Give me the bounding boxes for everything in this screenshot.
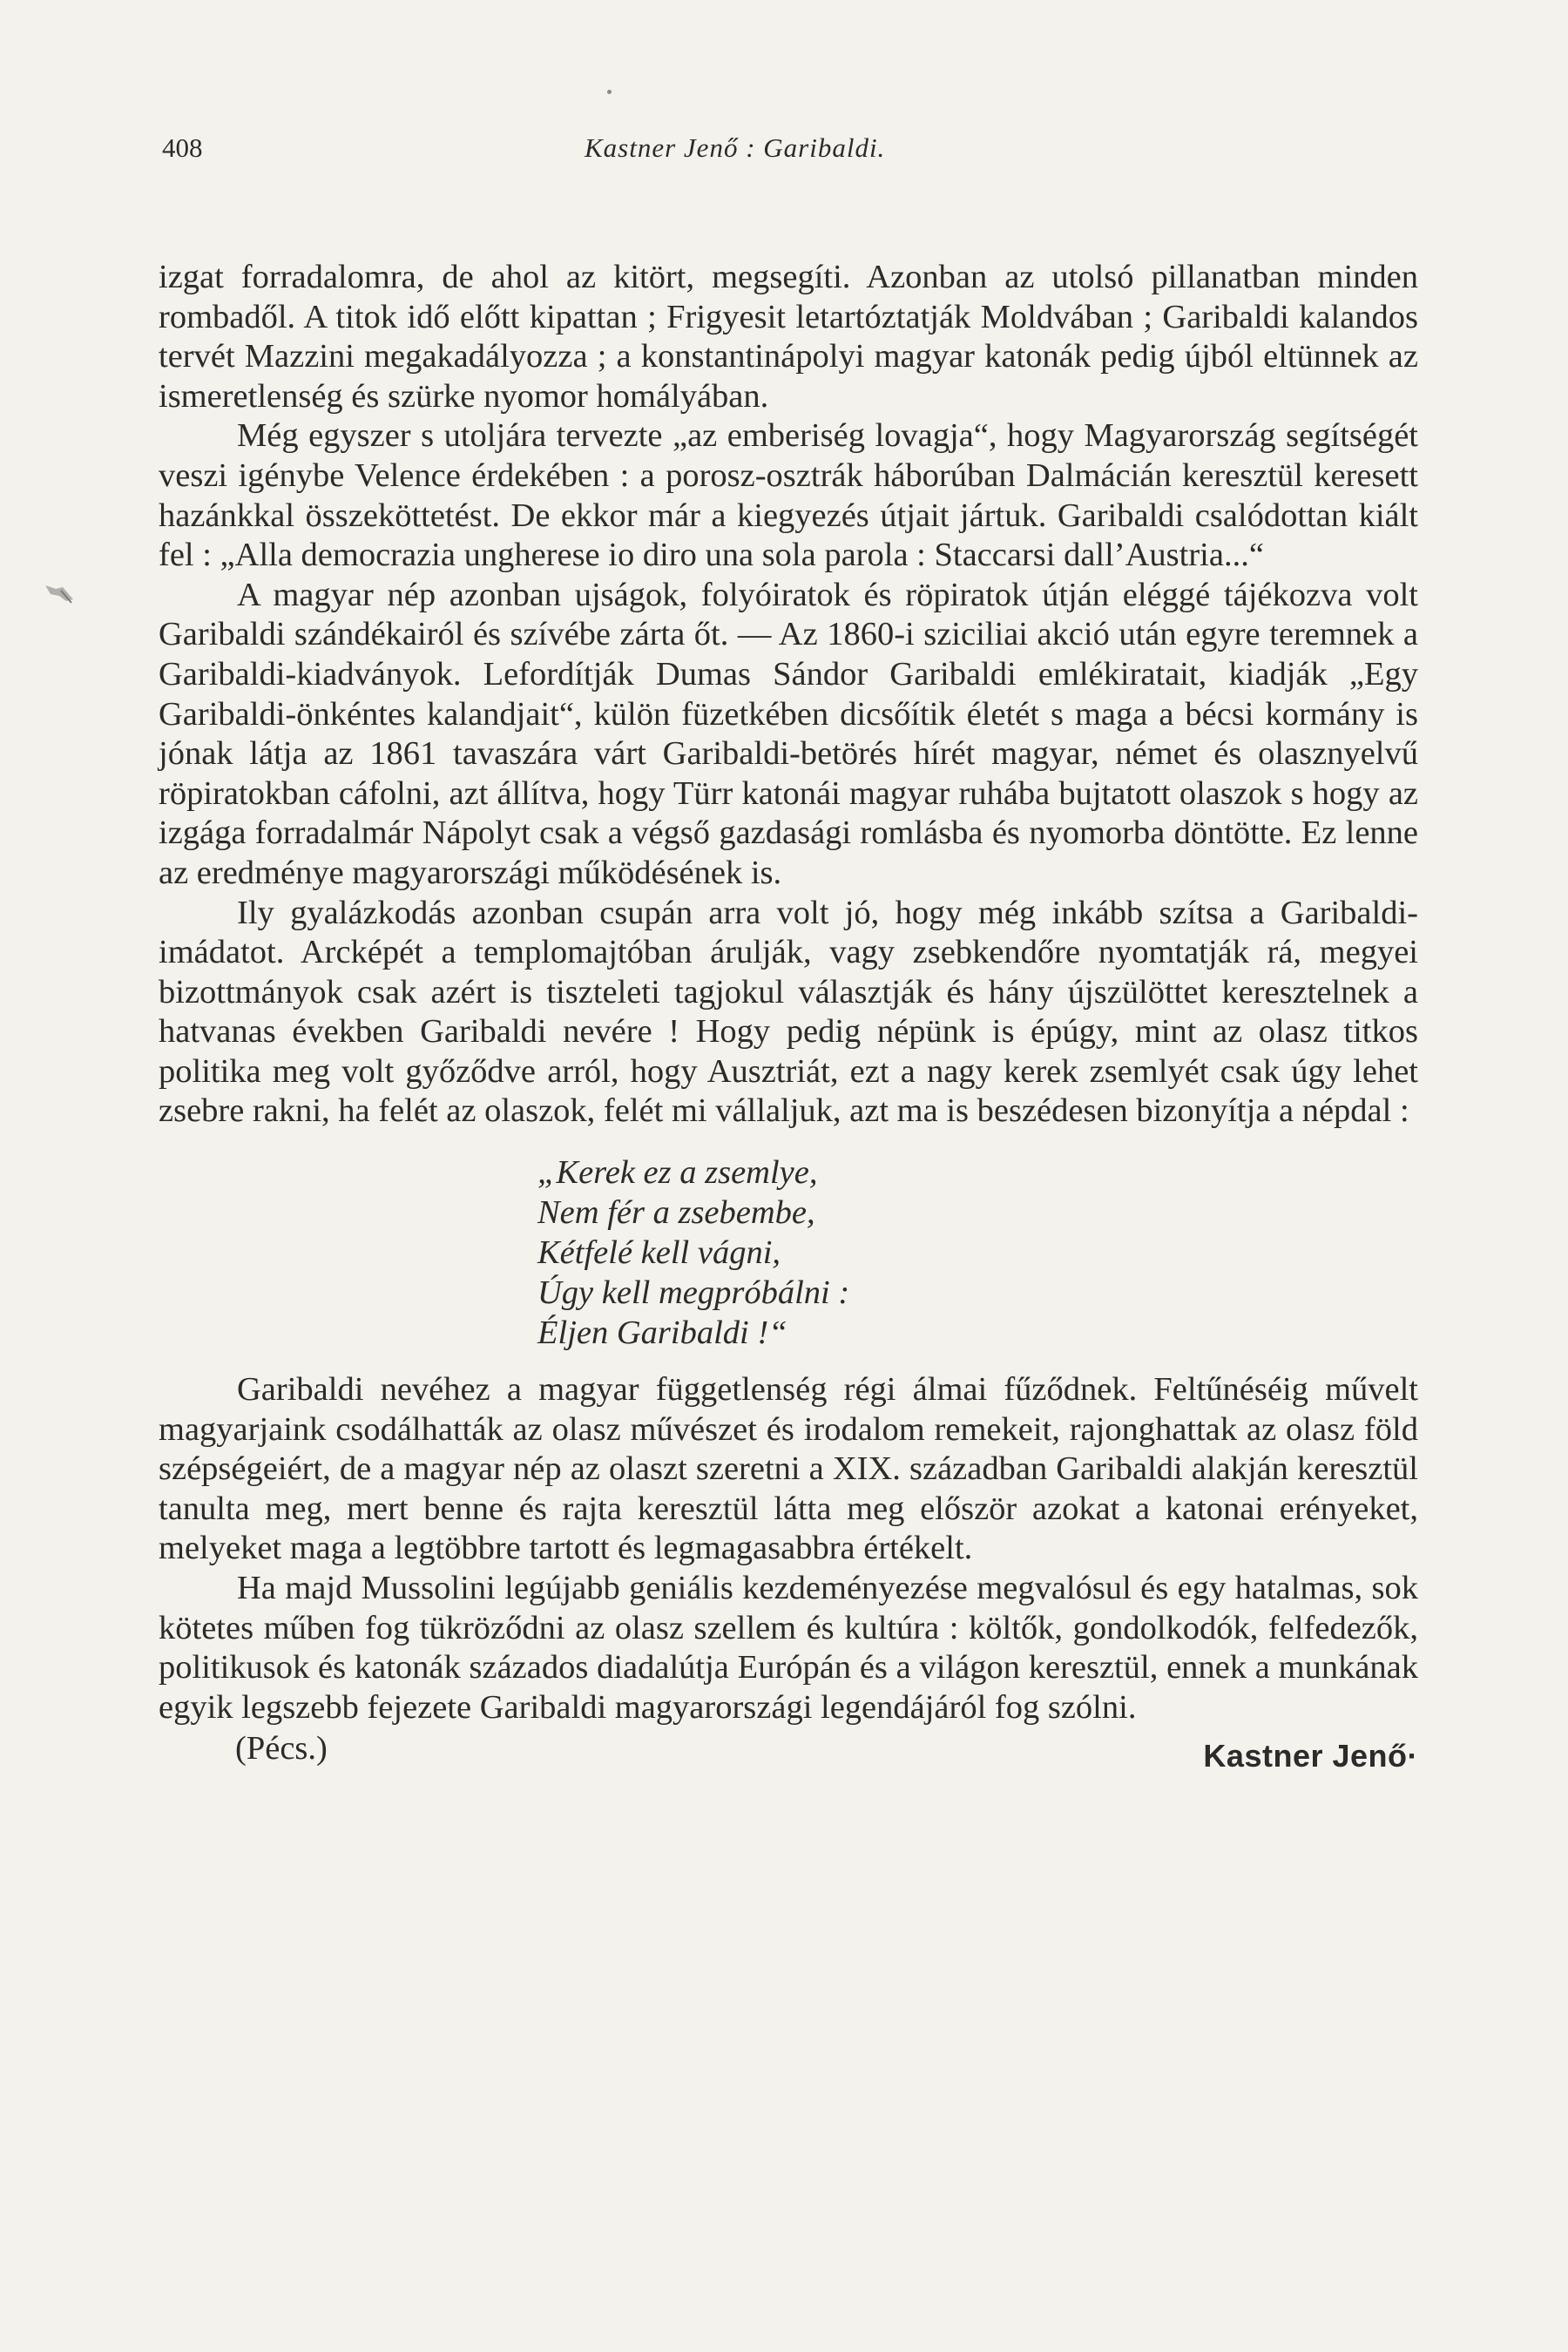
paragraph: Ha majd Mussolini legújabb geniális kezdeményezése megvalósul és egy hatalmas, sok kötetes műben fog tükröződni az olasz szellem és kultúra : költők, gondolkodók, felfedezők, politikusok és katonák százados diadalútja Európán és a világon keresztül, ennek a munkának egyik legszebb fejezete Garibaldi magyarországi legendájáról fog szólni. <box>159 1570 1418 1726</box>
paragraph: Garibaldi nevéhez a magyar függetlenség régi álmai fűződnek. Feltűnéséig művelt magyarjaink csodálhatták az olasz művészet és irodalom remekeit, rajonghattak az olasz föld szépségeiért, de a magyar nép az olaszt szeretni a XIX. században Garibaldi alakján keresztül tanulta meg, mert benne és rajta keresztül látta meg először azokat a katonai erényeket, melyeket maga a legtöbbre tartott és legmagasabbra értékelt. <box>159 1371 1418 1567</box>
place-of-writing: (Pécs.) <box>235 1730 328 1767</box>
page-number: 408 <box>162 132 203 163</box>
author-signature: Kastner Jenő· <box>1203 1738 1418 1774</box>
paragraph: A magyar nép azonban ujságok, folyóiratok és röpiratok útján eléggé tájékozva volt Garibaldi szándékairól és szívébe zárta őt. — Az 1860-i sziciliai akció után egyre teremnek a Garibaldi-kiadványok. Lefordítják Dumas Sándor Garibaldi emlékiratait, kiadják „Egy Garibaldi-önkéntes kalandjait“, külön füzetkében dicsőítik életét s maga a bécsi kormány is jónak látja az 1861 tavaszára várt Garibaldi-betörés hírét magyar, német és olasznyelvű röpiratokban cáfolni, azt állítva, hogy Türr katonái magyar ruhába bujtatott olaszok s hogy az izgága forradalmár Nápolyt csak a végső gazdasági romlásba és nyomorba döntötte. Ez lenne az eredménye magyarországi működésének is. <box>159 576 1418 891</box>
verse-line: Éljen Garibaldi !“ <box>537 1315 787 1352</box>
running-title: Kastner Jenő : Garibaldi. <box>585 132 886 163</box>
verse-line: Úgy kell megpróbálni : <box>537 1274 850 1312</box>
running-head <box>162 132 1416 176</box>
article-body <box>159 258 1418 1773</box>
paragraph: Még egyszer s utoljára tervezte „az emberiség lovagja“, hogy Magyarország segítségét veszi igénybe Velence érdekében : a porosz-osztrák háborúban Dalmácián keresztül keresett hazánkkal összeköttetést. De ekkor már a kiegyezés útjait jártuk. Garibaldi csalódottan kiált fel : „Alla democrazia ungherese io diro una sola parola : Staccarsi dall’Austria...“ <box>159 417 1418 574</box>
print-speck <box>607 90 612 94</box>
margin-smudge-icon <box>44 582 75 605</box>
paragraph: Ily gyalázkodás azonban csupán arra volt jó, hogy még inkább szítsa a Garibaldi-imádatot. Arcképét a templomajtóban árulják, vagy zsebkendőre nyomtatják rá, megyei bizottmányok csak azért is tiszteleti tagjokul választják és hány újszülöttet keresztelnek a hatvanas években Garibaldi nevére ! Hogy pedig népünk is épúgy, mint az olasz titkos politika meg volt győződve arról, hogy Ausztriát, ezt a nagy kerek zsemlyét csak úgy lehet zsebre rakni, ha felét az olaszok, felét mi vállaljuk, azt ma is beszédesen bizonyítja a népdal : <box>159 894 1418 1130</box>
verse-line: Kétfelé kell vágni, <box>537 1234 781 1272</box>
folk-song-verse <box>537 1152 1418 1353</box>
verse-line: „Kerek ez a zsemlye, <box>537 1154 818 1192</box>
verse-line: Nem fér a zsebembe, <box>537 1194 815 1232</box>
paragraph: izgat forradalomra, de ahol az kitört, megsegíti. Azonban az utolsó pillanatban minden rombadől. A titok idő előtt kipattan ; Frigyesit letartóztatják Moldvában ; Garibaldi kalandos tervét Mazzini megakadályozza ; a konstantinápolyi magyar katonák pedig újból eltünnek az ismeretlenség és szürke nyomor homályában. <box>159 259 1418 415</box>
signature-block <box>159 1729 1418 1773</box>
